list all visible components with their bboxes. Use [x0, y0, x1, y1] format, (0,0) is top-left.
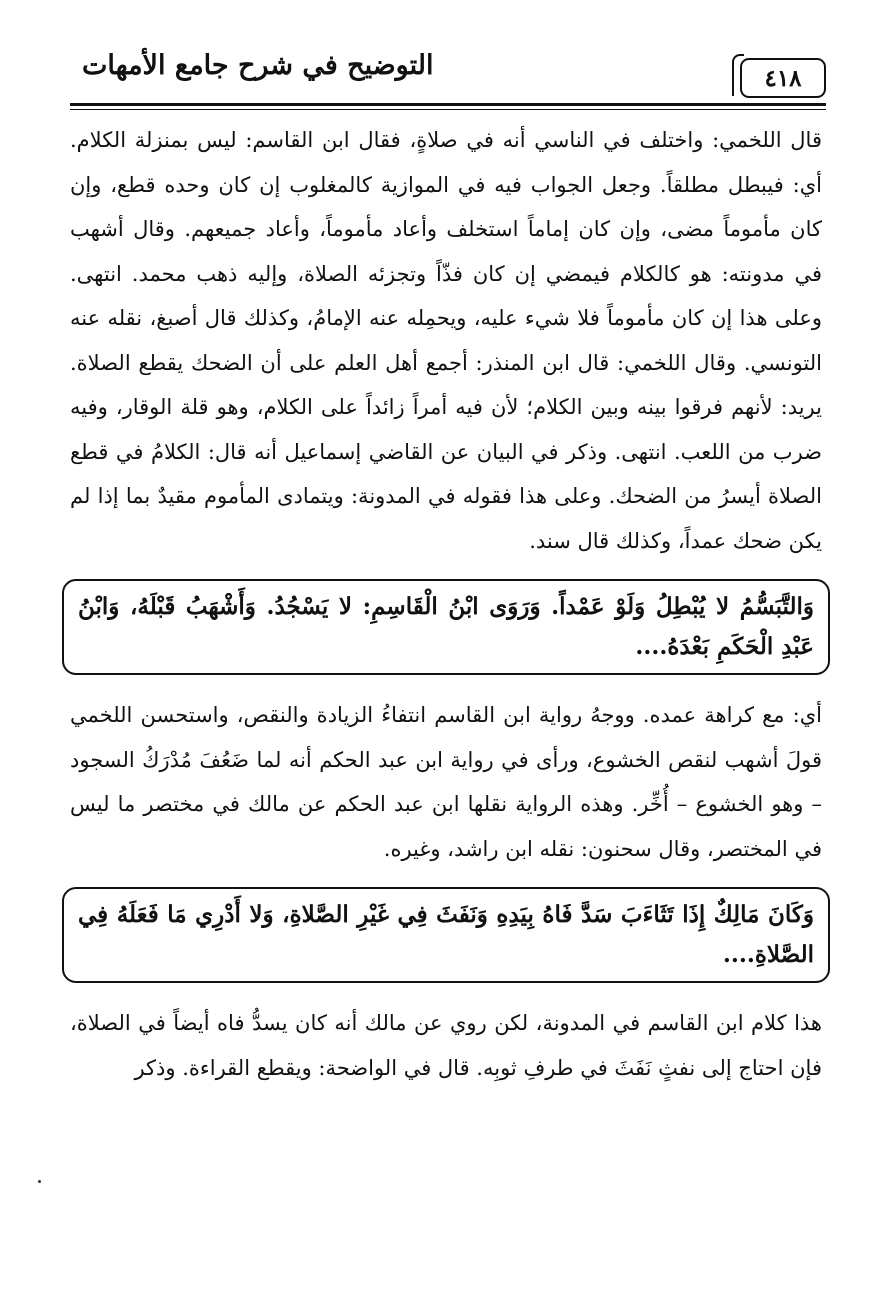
- commentary-paragraph: قال اللخمي: واختلف في الناسي أنه في صلاةٍ، فقال ابن القاسم: ليس بمنزلة الكلام. أي: فيبطل مطلقاً. وجعل الجواب فيه في الموازية كالمغلوب إن كان وحده قطع، وإن كان مأموماً مضى، وإن كان إماماً استخلف وأعاد مأموماً، وأعاد جميعهم. وقال أشهب في مدونته: هو كالكلام فيمضي إن كان فذّاً وتجزئه الصلاة، وإليه ذهب محمد. انتهى. وعلى هذا إن كان مأموماً فلا شيء عليه، ويحمِله عنه الإمامُ، وكذلك قال أصبغ، نقله عنه التونسي. وقال اللخمي: قال ابن المنذر: أجمع أهل العلم على أن الضحك يقطع الصلاة. يريد: لأنهم فرقوا بينه وبين الكلام؛ لأن فيه أمراً زائداً على الكلام، وهو قلة الوقار، وفيه ضرب من اللعب. انتهى. وذكر في البيان عن القاضي إسماعيل أنه قال: الكلامُ في قطع الصلاة أيسرُ من الضحك. وعلى هذا فقوله في المدونة: ويتمادى المأموم مقيدٌ بما إذا لم يكن ضحك عمداً، وكذلك قال سند.: [70, 128, 822, 553]
- header-divider: [70, 103, 826, 106]
- book-title: التوضيح في شرح جامع الأمهات: [82, 50, 434, 81]
- matn-box: وَالتَّبَسُّمُ لا يُبْطِلُ وَلَوْ عَمْداً. وَرَوَى ابْنُ الْقَاسِمِ: لا يَسْجُدُ. وَأَشْهَبُ قَبْلَهُ، وَابْنُ عَبْدِ الْحَكَمِ بَعْدَهُ....: [62, 579, 830, 675]
- stray-dot: [38, 1180, 41, 1183]
- page-body: [70, 118, 822, 1090]
- matn-box: وَكَانَ مَالِكٌ إِذَا تَثَاءَبَ سَدَّ فَاهُ بِيَدِهِ وَنَفَثَ فِي غَيْرِ الصَّلاةِ، وَلا أَدْرِي مَا فَعَلَهُ فِي الصَّلاةِ....: [62, 887, 830, 983]
- commentary-paragraph: أي: مع كراهة عمده. ووجهُ رواية ابن القاسم انتفاءُ الزيادة والنقص، واستحسن اللخمي قولَ أشهب لنقص الخشوع، ورأى في رواية ابن عبد الحكم أنه لما ضَعُفَ مُدْرَكُ السجود – وهو الخشوع – أُخِّر. وهذه الرواية نقلها ابن عبد الحكم عن مالك في مختصر ما ليس في المختصر، وقال سحنون: نقله ابن راشد، وغيره.: [70, 703, 822, 861]
- page-number: ٤١٨: [740, 58, 826, 98]
- commentary-paragraph: هذا كلام ابن القاسم في المدونة، لكن روي عن مالك أنه كان يسدُّ فاه أيضاً في الصلاة، فإن احتاج إلى نفثٍ نَفَثَ في طرفِ ثوبِه. قال في الواضحة: ويقطع القراءة. وذكر: [70, 1011, 822, 1080]
- page-header: [60, 48, 826, 98]
